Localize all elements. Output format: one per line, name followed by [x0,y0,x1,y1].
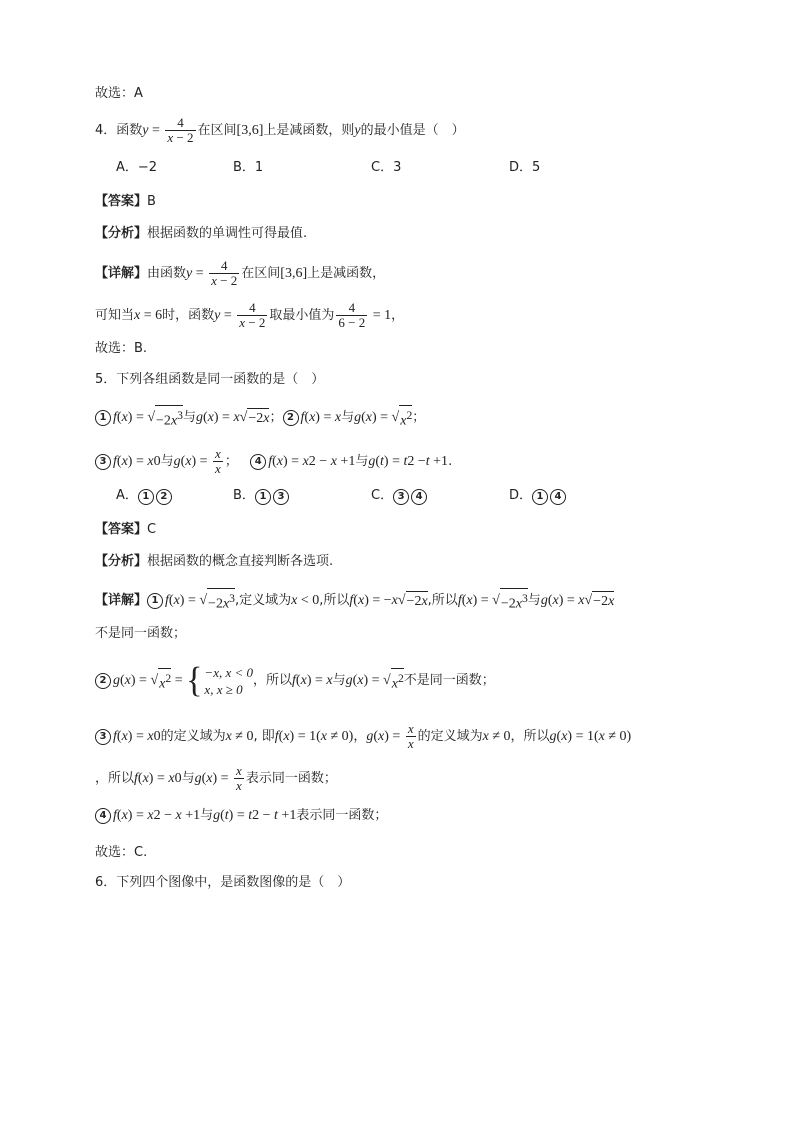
q4-option-d: D．5 [509,160,541,175]
question-6: 6．下列四个图像中，是函数图像的是（ ） [95,875,351,890]
q5-option-b: B． 1 3 [233,486,291,506]
q5-analysis: 【分析】 根据函数的概念直接判断各选项. [95,554,334,569]
q5-choose: 故选：C. [95,845,148,860]
question-5: 5．下列各组函数是同一函数的是（ ） [95,372,325,387]
q4-answer: 【答案】 B [95,194,156,209]
q4-choose: 故选：B. [95,341,148,356]
q4-option-c: C．3 [371,160,402,175]
q5-detail-1: 【详解】 1 f ( x ) = √ $-2x^3$ ,定义域为 x < 0 ,所以 f ( x ) = − x √ −2x ,所以 f ( x ) = √ $-2x^3$ 与 g ( x ) = x √ −2x [95,588,614,615]
q5-detail-4: 4 f ( x ) = x 2 − x +1 与 g ( t ) = t 2 − t +1 表示同一函数； [95,806,387,826]
question-4: 4．函数 y = $\frac{4}{x - 2}$ 在区间 [3,6] 上是减函数，则 y 的最小值是（ ） [95,115,465,145]
q5-detail-2: 2 g ( x ) = √ $x^2$ = { −x, x < 0 x, x ≥ 0 ，所以 f ( x ) = x 与 g ( x ) = √ $x^2$ 不是同一函数； [95,664,495,698]
q5-detail-3b: ，所以 f ( x ) = x 0 与 g ( x ) = $\frac{x}{x}$ 表示同一函数； [95,763,337,793]
q5-answer: 【答案】 C [95,522,157,537]
q4-detail-2: 可知当 x = 6 时，函数 y = $\frac{4}{x - 2}$ 取最小值为 $\frac{4}{6 - 2}$ = 1 ， [95,300,405,330]
q4-option-a: A．−2 [116,160,158,175]
q4-option-b: B．1 [233,160,264,175]
q4-analysis: 【分析】 根据函数的单调性可得最值. [95,226,308,241]
q5-option-d: D． 1 4 [509,486,568,506]
choose-a: 故选：A [95,86,143,101]
q5-items-1-2: 1 f ( x ) = √ $-2x^3$ 与 g ( x ) = x √ −2x ； 2 f ( x ) = x 与 g ( x ) = √ $x^2$ ； [95,405,425,432]
q5-option-a: A． 1 2 [116,486,174,506]
q5-detail-1b: 不是同一函数； [95,626,187,641]
q5-option-c: C． 3 4 [371,486,429,506]
q5-detail-3: 3 f ( x ) = x 0 的定义域为 x ≠ 0 , 即 f ( x ) = 1( x ≠ 0) ， g ( x ) = $\frac{x}{x}$ 的定义域为 x ≠ 0 ，所以 g ( x ) = 1( x ≠ 0) [95,722,631,751]
q4-detail: 【详解】 由函数 y = $\frac{4}{x - 2}$ 在区间 [3,6] 上是减函数， [95,258,386,288]
q5-items-3-4: 3 f ( x ) = x 0 与 g ( x ) = $\frac{x}{x}$ ； 4 f ( x ) = x 2 − x +1 与 g ( t ) = t 2 − t +1 . [95,447,452,476]
